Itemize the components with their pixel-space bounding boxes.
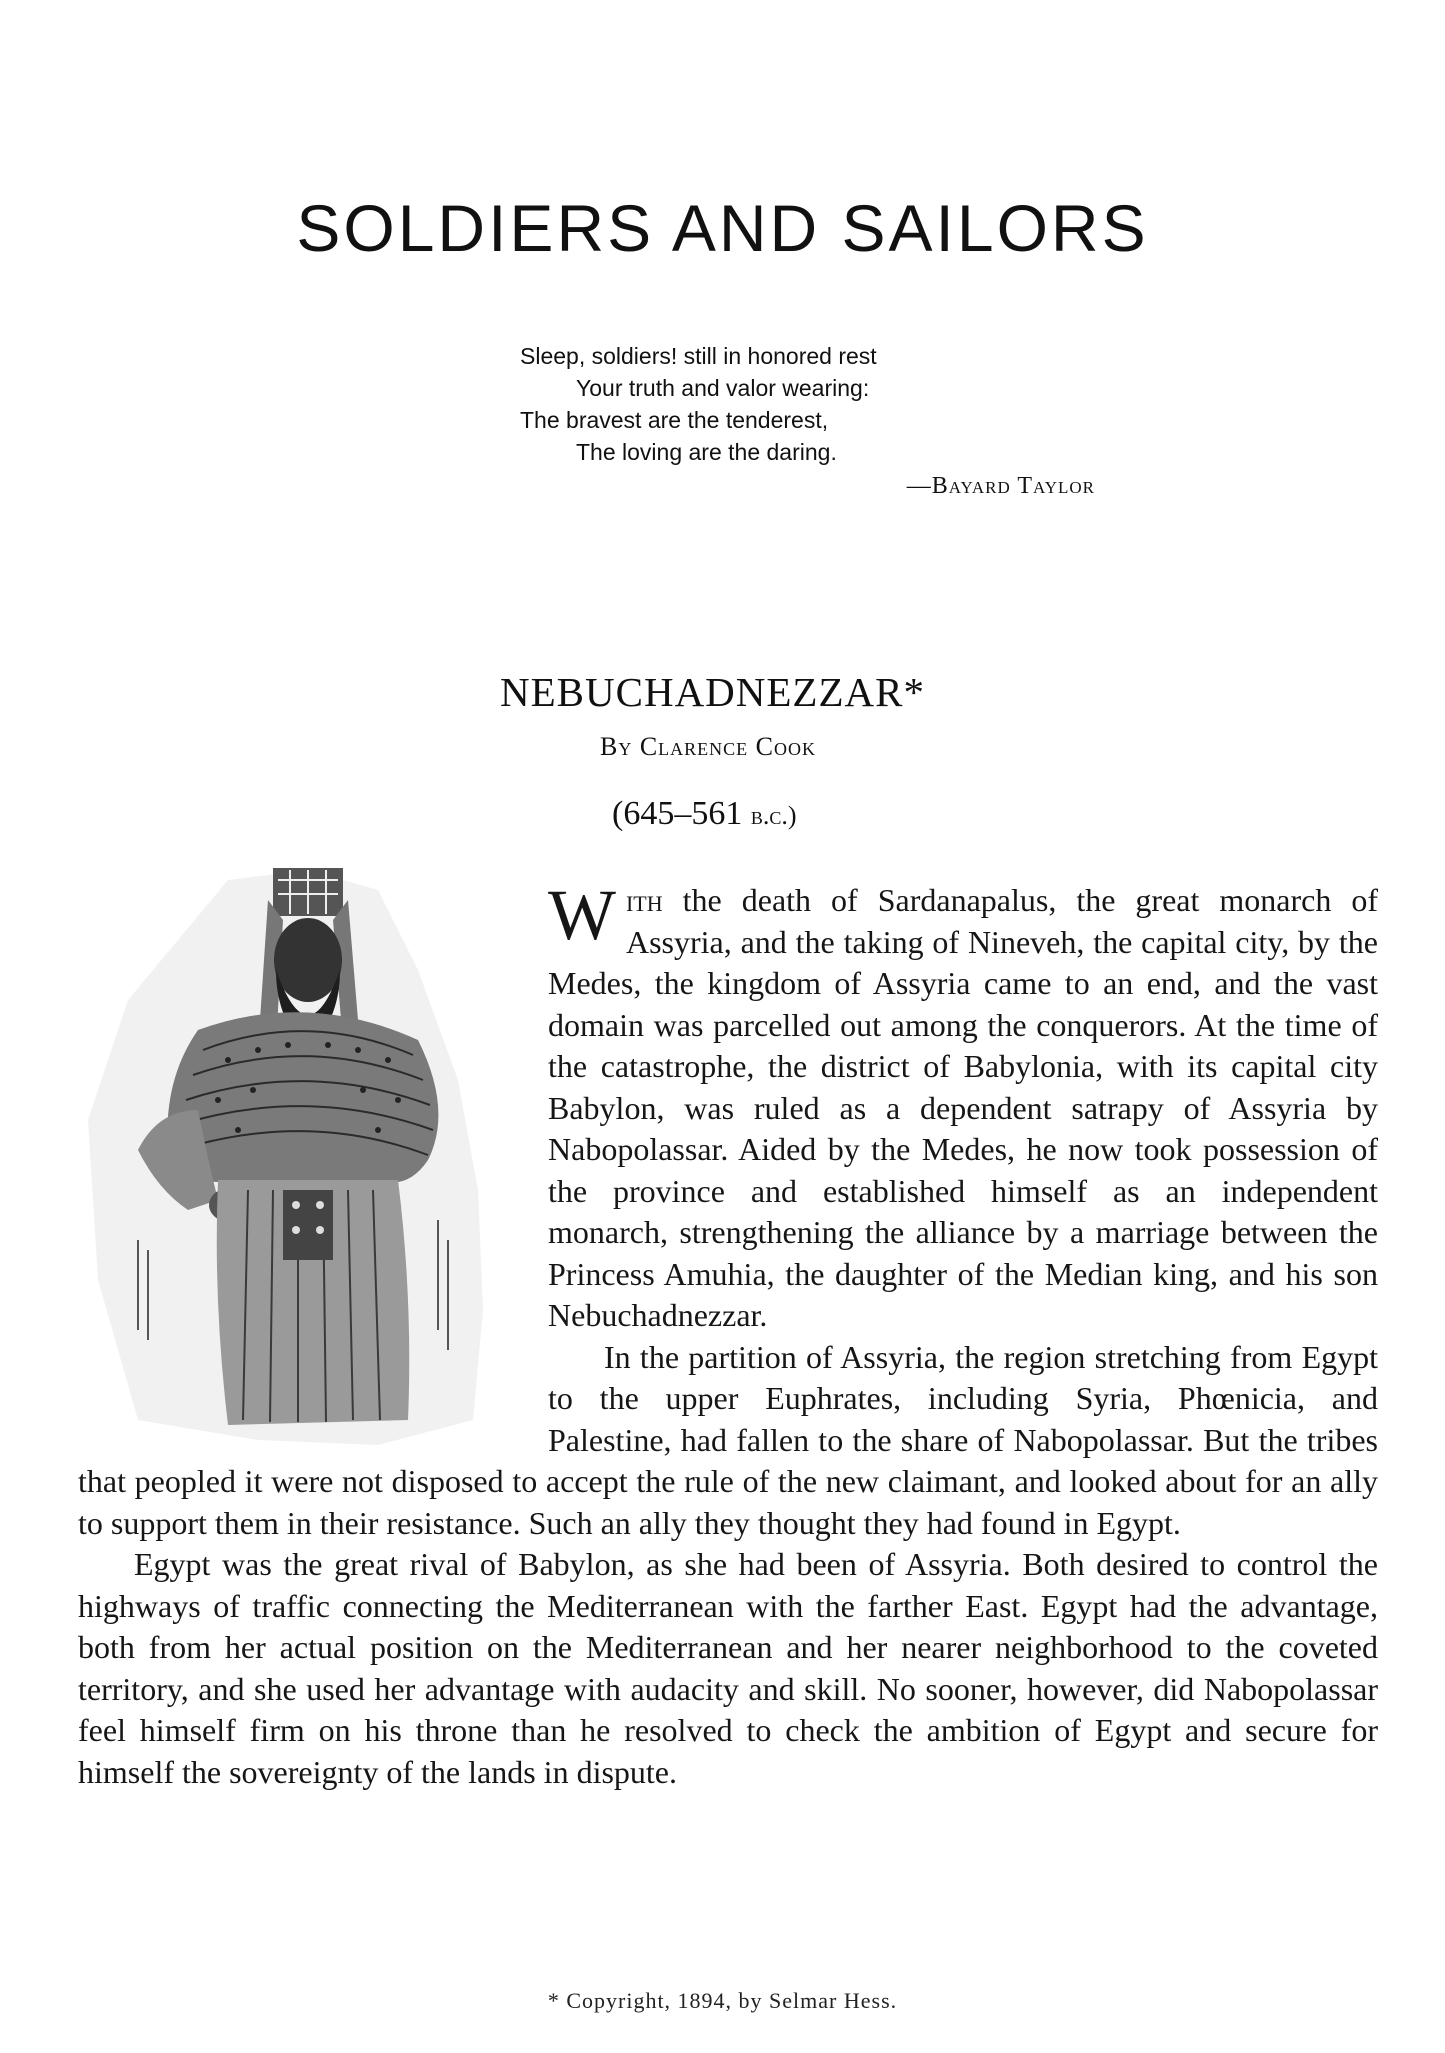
poem-line-4: The loving are the daring. <box>576 439 837 465</box>
copyright-footnote: * Copyright, 1894, by Selmar Hess. <box>547 1988 898 2013</box>
poem-line-2: Your truth and valor wearing: <box>576 375 870 401</box>
poem-attribution: —Bayard Taylor <box>906 473 1095 499</box>
dates-era: b.c.) <box>750 801 797 830</box>
article-title: NEBUCHADNEZZAR* <box>500 669 925 715</box>
article-byline: By Clarence Cook <box>600 732 817 761</box>
section-title: SOLDIERS AND SAILORS <box>296 191 1149 265</box>
poem-line-3: The bravest are the tenderest, <box>520 407 829 433</box>
dates-years: (645–561 <box>612 795 743 832</box>
article-body <box>78 875 1378 1793</box>
epigraph-poem <box>520 340 1120 502</box>
first-word-rest: ith <box>625 882 663 918</box>
paragraph-1-text: the death of Sardanapalus, the great monarch of Assyria, and the taking of Nineveh, the capital city, by the Medes, the kingdom of Assyria came to an end, and the vast domain was parcelled out among the conquerors. At the time of the catastrophe, the district of Babylonia, with its capital city Babylon, was ruled as a dependent satrapy of Assyria by Nabopolassar. Aided by the Medes, he now took possession of the province and established himself as an independent monarch, strengthening the alliance by a marriage between the Princess Amuhia, the daughter of the Median king, and his son Nebuchadnezzar. <box>548 882 1378 1333</box>
poem-line-1: Sleep, soldiers! still in honored rest <box>520 343 877 369</box>
paragraph-3: Egypt was the great rival of Babylon, as she had been of Assyria. Both desired to control the highways of traffic connecting the Mediterranean with the farther East. Egypt had the advantage, both from her actual position on the Mediterranean and her nearer neighborhood to the coveted territory, and she used her advantage with audacity and skill. No sooner, however, did Nabopolassar feel himself firm on his throne than he resolved to check the ambition of Egypt and secure for himself the sovereignty of the lands in dispute. <box>78 1546 1378 1790</box>
drop-cap: W <box>548 875 616 955</box>
paragraph-2: In the partition of Assyria, the region stretching from Egypt to the upper Euphrates, including Syria, Phœnicia, and Palestine, had fallen to the share of Nabopolassar. But the tribes that peopled it were not disposed to accept the rule of the new claimant, and looked about for an ally to support them in their resistance. Such an ally they thought they had found in Egypt. <box>78 1338 1378 1541</box>
article-dates <box>612 795 912 833</box>
